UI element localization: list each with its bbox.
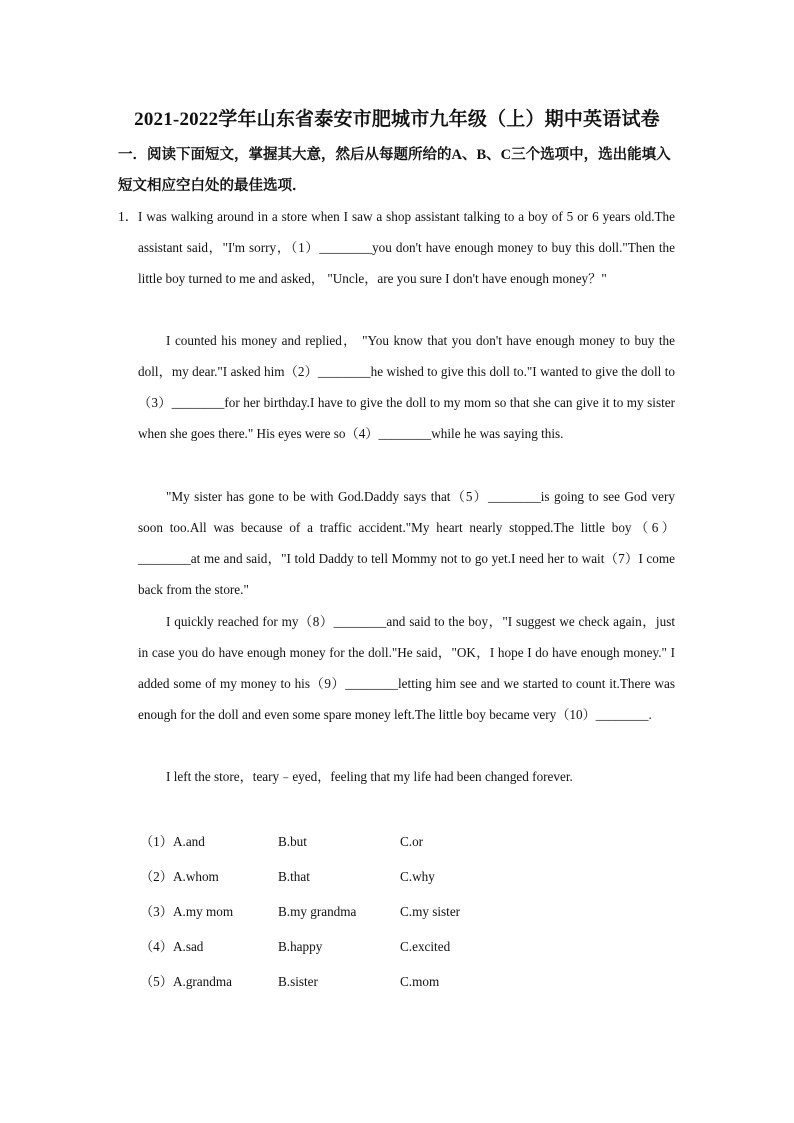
exam-title: 2021-2022学年山东省泰安市肥城市九年级（上）期中英语试卷 [134, 109, 660, 130]
passage-paragraph-3: "My sister has gone to be with God.Daddy says that（5）________is going to see God very soon too.All was because of a traffic accident."My heart nearly stopped.The little boy（6）________at me and said，"I told Daddy to tell Mommy not to go yet.I need her to wait（7）I come back from the store." [138, 489, 675, 597]
option-a: A.and [173, 834, 205, 849]
option-row [140, 933, 540, 968]
option-b: B.sister [278, 974, 318, 989]
section-heading: 一．阅读下面短文，掌握其大意，然后从每题所给的A、B、C三个选项中，选出能填入短文相应空白处的最佳选项． [118, 147, 671, 194]
option-number: （1） [140, 834, 173, 849]
option-c: C.mom [400, 974, 440, 989]
option-a: A.sad [173, 939, 204, 954]
option-number: （2） [140, 869, 173, 884]
option-row [140, 863, 540, 898]
option-c: C.or [400, 834, 424, 849]
option-b: B.but [278, 834, 307, 849]
passage-paragraph-4: I quickly reached for my（8）________and said to the boy，"I suggest we check again，just in case you do have enough money for the doll."He said，"OK，I hope I do have enough money." I added some of my money to his（9）________letting him see and we started to count it.There was enough for the doll and even some spare money left.The little boy became very（10）________. [138, 614, 675, 722]
option-c: C.excited [400, 939, 451, 954]
option-number: （5） [140, 974, 173, 989]
option-a: A.grandma [173, 974, 232, 989]
option-b: B.my grandma [278, 904, 357, 919]
option-c: C.why [400, 869, 435, 884]
passage-paragraph-2: I counted his money and replied， "You know that you don't have enough money to buy the doll，my dear."I asked him（2）________he wished to give this doll to."I wanted to give the doll to（3）________for her birthday.I have to give the doll to my mom so that she can give it to my sister when she goes there." His eyes were so（4）________while he was saying this. [138, 333, 675, 441]
option-c: C.my sister [400, 904, 461, 919]
passage-paragraph-5: I left the store，teary﹣eyed，feeling that my life had been changed forever. [166, 769, 573, 784]
option-row [140, 898, 540, 933]
option-b: B.happy [278, 939, 323, 954]
option-number: （4） [140, 939, 173, 954]
option-a: A.my mom [173, 904, 234, 919]
option-row [140, 968, 540, 1003]
option-a: A.whom [173, 869, 219, 884]
option-number: （3） [140, 904, 173, 919]
answer-options [140, 828, 540, 1003]
question-number: 1． [118, 209, 139, 224]
option-row [140, 828, 540, 863]
passage-paragraph-1: I was walking around in a store when I saw a shop assistant talking to a boy of 5 or 6 years old.The assistant said，"I'm sorry，（1）________you don't have enough money to buy this doll."Then the little boy turned to me and asked， "Uncle，are you sure I don't have enough money？" [138, 209, 675, 286]
option-b: B.that [278, 869, 310, 884]
